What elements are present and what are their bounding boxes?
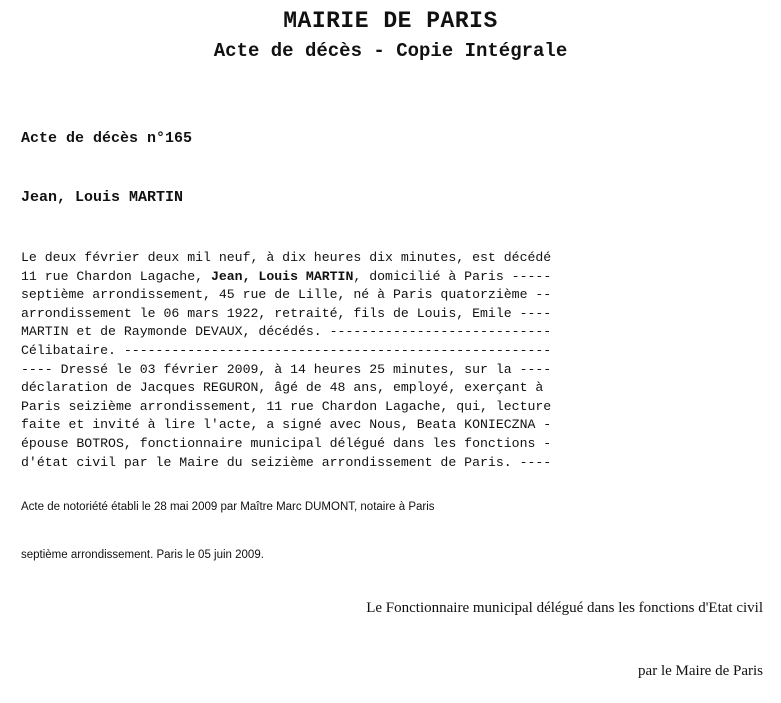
document-subtitle: Acte de décès - Copie Intégrale	[213, 40, 568, 62]
body-line	[21, 416, 621, 435]
body-text: arrondissement le 06 mars 1922, retraité, fils de Louis, Emile ----	[21, 305, 552, 321]
body-line	[21, 361, 621, 380]
note-line: septième arrondissement. Paris le 05 juin 2009.	[21, 549, 264, 561]
act-body-text	[21, 249, 621, 472]
signature-block	[366, 556, 763, 703]
body-line	[21, 379, 621, 398]
body-text: ---- Dressé le 03 février 2009, à 14 heures 25 minutes, sur la ----	[21, 361, 552, 377]
body-line	[21, 268, 621, 287]
act-number: Acte de décès n°165	[21, 130, 193, 147]
document-title: MAIRIE DE PARIS	[283, 8, 498, 34]
signature-line: par le Maire de Paris	[638, 663, 763, 679]
body-line	[21, 398, 621, 417]
body-text: déclaration de Jacques REGURON, âgé de 48 ans, employé, exerçant à	[21, 380, 544, 396]
body-text: septième arrondissement, 45 rue de Lille, né à Paris quatorzième --	[21, 287, 552, 303]
body-line	[21, 435, 621, 454]
body-text: MARTIN et de Raymonde DEVAUX, décédés. ----------------------------	[21, 324, 552, 340]
body-text: Le deux février deux mil neuf, à dix heures dix minutes, est décédé	[21, 250, 552, 265]
body-line	[21, 249, 621, 268]
body-text: faite et invité à lire l'acte, a signé avec Nous, Beata KONIECZNA -	[21, 417, 552, 433]
body-line	[21, 286, 621, 305]
note-line: Acte de notoriété établi le 28 mai 2009 par Maître Marc DUMONT, notaire à Paris	[21, 501, 435, 513]
body-text: d'état civil par le Maire du seizième arrondissement de Paris. ----	[21, 454, 552, 470]
body-text: 11 rue Chardon Lagache,	[21, 268, 211, 284]
body-line	[21, 323, 621, 342]
body-text: Célibataire. ------------------------------------------------------	[21, 342, 552, 358]
body-line	[21, 305, 621, 324]
body-text: Paris seizième arrondissement, 11 rue Chardon Lagache, qui, lecture	[21, 398, 552, 414]
body-line	[21, 342, 621, 361]
signature-line: Le Fonctionnaire municipal délégué dans les fonctions d'Etat civil	[366, 600, 763, 616]
person-name: Jean, Louis MARTIN	[21, 189, 184, 206]
body-text: , domicilié à Paris -----	[353, 268, 552, 284]
person-name-inline: Jean, Louis MARTIN	[210, 268, 354, 284]
body-text: épouse BOTROS, fonctionnaire municipal délégué dans les fonctions -	[21, 435, 552, 451]
